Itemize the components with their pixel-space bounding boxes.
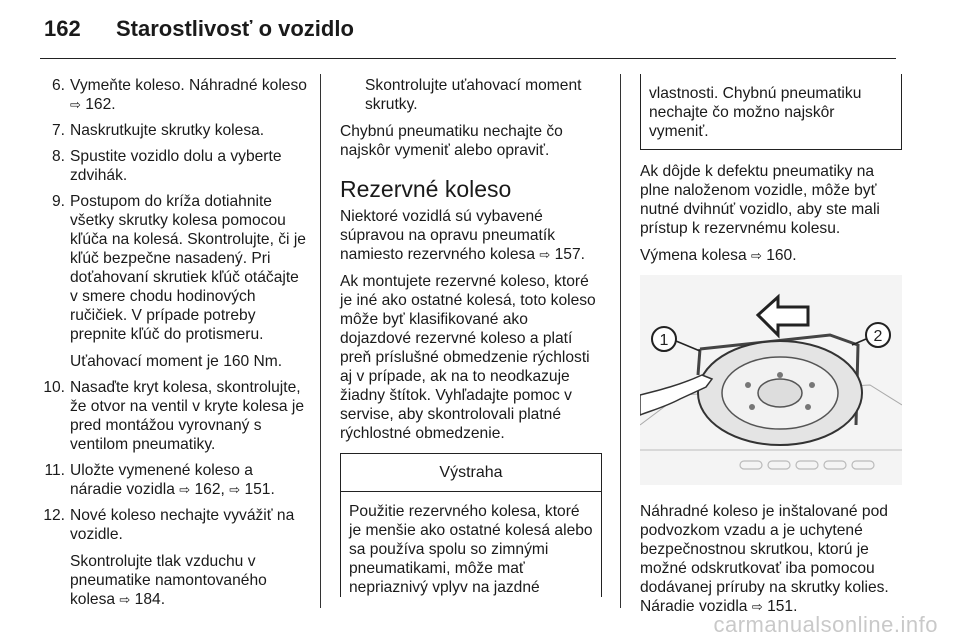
callout-1: 1 [659, 332, 669, 349]
list-item-note: Uťahovací moment je 160 Nm. [70, 353, 283, 370]
warning-text: Použitie rezervného kolesa, ktoré je menšie ako ostatné kolesá alebo sa používa spolu so zimnými pneumatikami, môže mať nepriaznivý vplyv na jazdné [349, 503, 593, 596]
list-item-number: 8. [51, 148, 65, 165]
page-link[interactable]: 162 [85, 96, 112, 113]
ref-arrow-icon: ⇨ [229, 482, 241, 497]
column-3 [640, 76, 902, 624]
warning-continued-text: vlastnosti. Chybnú pneumatiku nechajte čo možno najskôr vymeniť. [649, 85, 862, 140]
ref-arrow-icon: ⇨ [119, 592, 131, 607]
warning-title: Výstraha [341, 454, 601, 492]
column-2 [340, 76, 602, 597]
paragraph-spare-location: Náhradné koleso je inštalované pod podvozkom vzadu a je uchytené bezpečnostnou skrutkou, ktorú je možné odskrutkovať iba pomocou dodávanej príruby na skrutky kolies. Náradie vozidla ⇨ 151. [640, 503, 889, 615]
spare-wheel-illustration [640, 275, 902, 485]
list-item-text: Nasaďte kryt kolesa, skontrolujte, že otvor na ventil v kryte kolesa je pred montážou vyrovnaný s ventilom pneumatiky. [70, 379, 305, 453]
page-header [44, 16, 354, 42]
paragraph-wheel-change: Výmena kolesa ⇨ 160. [640, 247, 797, 264]
column-divider-2 [620, 74, 621, 608]
list-item-number: 6. [51, 77, 65, 94]
page-link[interactable]: 157 [554, 246, 581, 263]
list-item-text: Spustite vozidlo dolu a vyberte zdvihák. [70, 148, 282, 184]
column-divider-1 [320, 74, 321, 608]
list-item-number: 9. [51, 193, 65, 210]
list-item-text: Naskrutkujte skrutky kolesa. [70, 122, 265, 139]
list-item-number: 7. [51, 122, 65, 139]
list-item [45, 121, 307, 140]
list-item-number: 11. [44, 462, 65, 479]
list-item [45, 461, 307, 499]
page-number: 162 [44, 16, 81, 41]
page-link[interactable]: 184 [134, 591, 161, 608]
list-item-number: 12. [43, 507, 65, 524]
watermark: carmanualsonline.info [713, 612, 938, 637]
list-item [45, 378, 307, 454]
callout-2: 2 [873, 328, 883, 345]
list-item [45, 506, 307, 609]
ref-arrow-icon: ⇨ [750, 248, 762, 263]
spare-wheel-figure [640, 275, 902, 490]
page-link[interactable]: 151 [244, 481, 271, 498]
paragraph-flat-loaded: Ak dôjde k defektu pneumatiky na plne naloženom vozidle, môže byť nutné dvihnúť vozidlo, aby ste mali prístup k rezervnému kolesu. [640, 163, 880, 237]
page-link[interactable]: 160 [766, 247, 793, 264]
page-link[interactable]: 162 [194, 481, 221, 498]
column-1 [45, 76, 307, 616]
list-item-text: Vymeňte koleso. Náhradné koleso ⇨ 162. [70, 77, 307, 113]
page-title: Starostlivosť o vozidlo [116, 16, 354, 41]
warning-box-continued [640, 74, 902, 150]
paragraph-temporary-spare: Ak montujete rezervné koleso, ktoré je iné ako ostatné kolesá, toto koleso môže byť klasifikované ako dojazdové rezervné koleso a platí preň príslušné obmedzenie rýchlosti aj v prípade, ak na to neodkazuje žiadny štítok. Vyhľadajte pomoc v servise, aby skontrolovali platné rýchlostné obmedzenie. [340, 273, 596, 442]
paragraph-repair-kit: Niektoré vozidlá sú vybavené súpravou na opravu pneumatík namiesto rezervného kolesa ⇨ 157. [340, 208, 585, 263]
list-item-text: Nové koleso nechajte vyvážiť na vozidle. [70, 507, 295, 543]
ref-arrow-icon: ⇨ [751, 599, 763, 614]
list-item [45, 192, 307, 371]
list-item [45, 147, 307, 185]
ref-arrow-icon: ⇨ [539, 247, 551, 262]
continued-step-text: Skontrolujte uťahovací moment skrutky. [365, 77, 582, 113]
page-link[interactable]: 151 [767, 598, 794, 615]
list-item-number: 10. [43, 379, 65, 396]
paragraph-defective-tire: Chybnú pneumatiku nechajte čo najskôr vymeniť alebo opraviť. [340, 123, 563, 159]
header-rule [40, 58, 896, 59]
list-item-text: Uložte vymenené koleso a náradie vozidla ⇨ 162, ⇨ 151. [70, 462, 275, 498]
section-heading: Rezervné koleso [340, 176, 512, 202]
list-item [45, 76, 307, 114]
ref-arrow-icon: ⇨ [179, 482, 191, 497]
ref-arrow-icon: ⇨ [70, 97, 81, 112]
warning-box [340, 453, 602, 597]
list-item-note: Skontrolujte tlak vzduchu v pneumatike namontovaného kolesa ⇨ 184. [70, 553, 267, 608]
list-item-text: Postupom do kríža dotiahnite všetky skrutky kolesa pomocou kľúča na kolesá. Skontrolujte, či je kľúč bezpečne nasadený. Pri doťahovaní skrutiek kľúč otáčajte v smere chodu hodinových ručičiek. V prípade potreby prepnite kľúč do protismeru. [70, 193, 306, 343]
